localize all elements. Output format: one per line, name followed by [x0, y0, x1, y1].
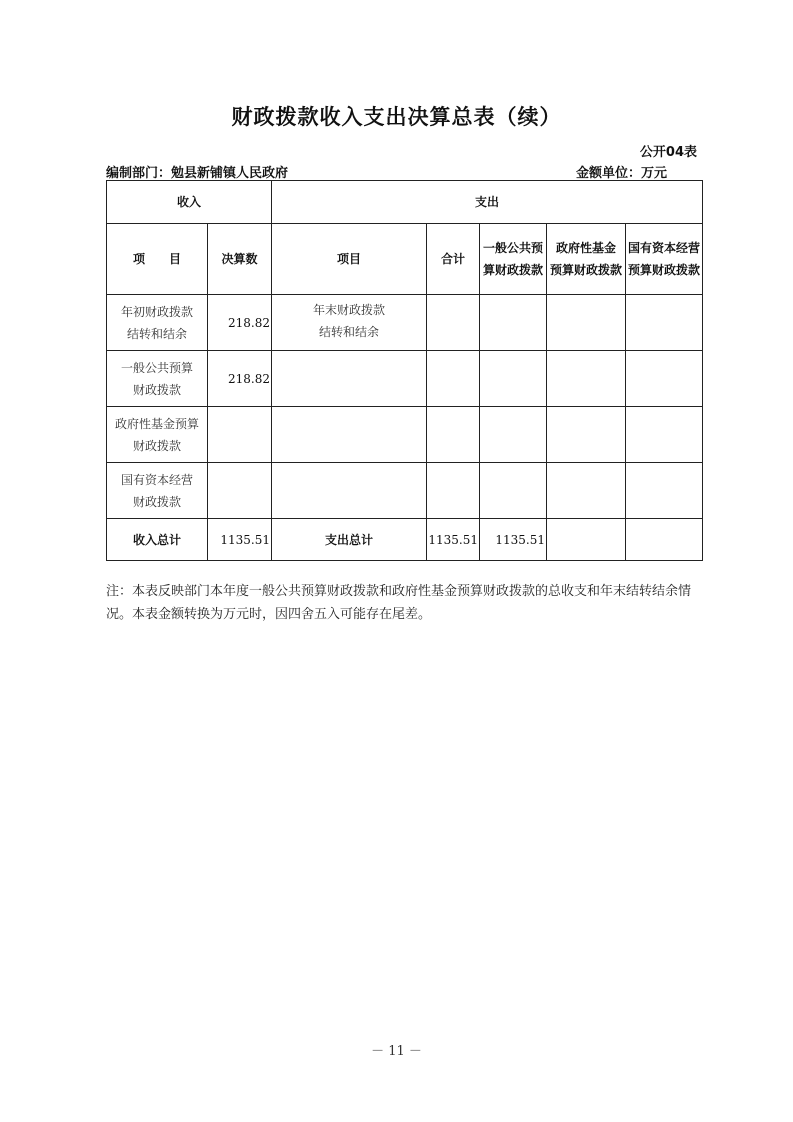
expense-item — [272, 351, 427, 407]
state-cell — [626, 295, 703, 351]
state-cell — [626, 351, 703, 407]
income-amount: 218.82 — [208, 295, 272, 351]
col-header-state-line2: 预算财政拨款 — [628, 263, 701, 277]
state-cell — [626, 407, 703, 463]
fund-cell — [547, 351, 626, 407]
col-header-total: 合计 — [427, 224, 480, 295]
income-item-line2: 财政拨款 — [132, 494, 181, 509]
income-item-line1: 年初财政拨款 — [120, 304, 193, 319]
col-header-amount: 决算数 — [208, 224, 272, 295]
income-item-line2: 财政拨款 — [132, 382, 181, 397]
general-cell — [480, 351, 547, 407]
col-header-fund-line1: 政府性基金 — [556, 241, 617, 255]
total-cell — [427, 463, 480, 519]
total-cell — [427, 407, 480, 463]
expense-item-line1: 年末财政拨款 — [313, 303, 386, 317]
fund-cell — [547, 295, 626, 351]
income-item-line2: 财政拨款 — [132, 438, 181, 453]
expense-total-amount: 1135.51 — [427, 519, 480, 561]
income-item-line2: 结转和结余 — [126, 326, 187, 341]
table-row — [107, 351, 703, 407]
table-note: 注：本表反映部门本年度一般公共预算财政拨款和政府性基金预算财政拨款的总收支和年末结转结余情况。本表金额转换为万元时，因四舍五入可能存在尾差。 — [106, 584, 692, 622]
col-header-state-line1: 国有资本经营 — [628, 241, 701, 255]
expense-item-line2: 结转和结余 — [319, 325, 380, 339]
income-total-amount: 1135.51 — [208, 519, 272, 561]
income-item-line1: 国有资本经营 — [120, 472, 193, 487]
organization-label: 编制部门：勉县新铺镇人民政府 — [106, 166, 289, 181]
total-row — [107, 519, 703, 561]
general-cell — [480, 295, 547, 351]
expense-header: 支出 — [272, 181, 703, 224]
unit-label: 金额单位：万元 — [576, 166, 668, 181]
table-row — [107, 295, 703, 351]
income-amount — [208, 463, 272, 519]
expense-fund-total — [547, 519, 626, 561]
col-header-general-line1: 一般公共预 — [483, 241, 544, 255]
total-cell — [427, 351, 480, 407]
income-item — [107, 295, 208, 351]
page-number: － 11 － — [371, 1044, 422, 1059]
expense-state-total — [626, 519, 703, 561]
fund-cell — [547, 407, 626, 463]
income-item-line1: 一般公共预算 — [120, 360, 193, 375]
expense-total-label: 支出总计 — [272, 519, 427, 561]
state-cell — [626, 463, 703, 519]
income-item — [107, 463, 208, 519]
income-item — [107, 407, 208, 463]
table-row — [107, 407, 703, 463]
income-amount: 218.82 — [208, 351, 272, 407]
general-cell — [480, 463, 547, 519]
col-header-general — [480, 224, 547, 295]
col-header-state — [626, 224, 703, 295]
expense-general-total: 1135.51 — [480, 519, 547, 561]
income-item — [107, 351, 208, 407]
expense-item — [272, 407, 427, 463]
income-amount — [208, 407, 272, 463]
income-total-label: 收入总计 — [107, 519, 208, 561]
income-header: 收入 — [107, 181, 272, 224]
income-item-line1: 政府性基金预算 — [114, 416, 199, 431]
expense-item — [272, 463, 427, 519]
col-header-expense-item: 项目 — [272, 224, 427, 295]
expense-item — [272, 295, 427, 351]
col-header-fund-line2: 预算财政拨款 — [550, 263, 623, 277]
fund-cell — [547, 463, 626, 519]
general-cell — [480, 407, 547, 463]
page-title: 财政拨款收入支出决算总表（续） — [231, 105, 562, 129]
col-header-general-line2: 算财政拨款 — [483, 263, 544, 277]
form-number: 公开04表 — [639, 145, 697, 160]
col-header-fund — [547, 224, 626, 295]
table-row — [107, 463, 703, 519]
total-cell — [427, 295, 480, 351]
col-header-item: 项 目 — [107, 224, 208, 295]
budget-table — [106, 180, 703, 561]
